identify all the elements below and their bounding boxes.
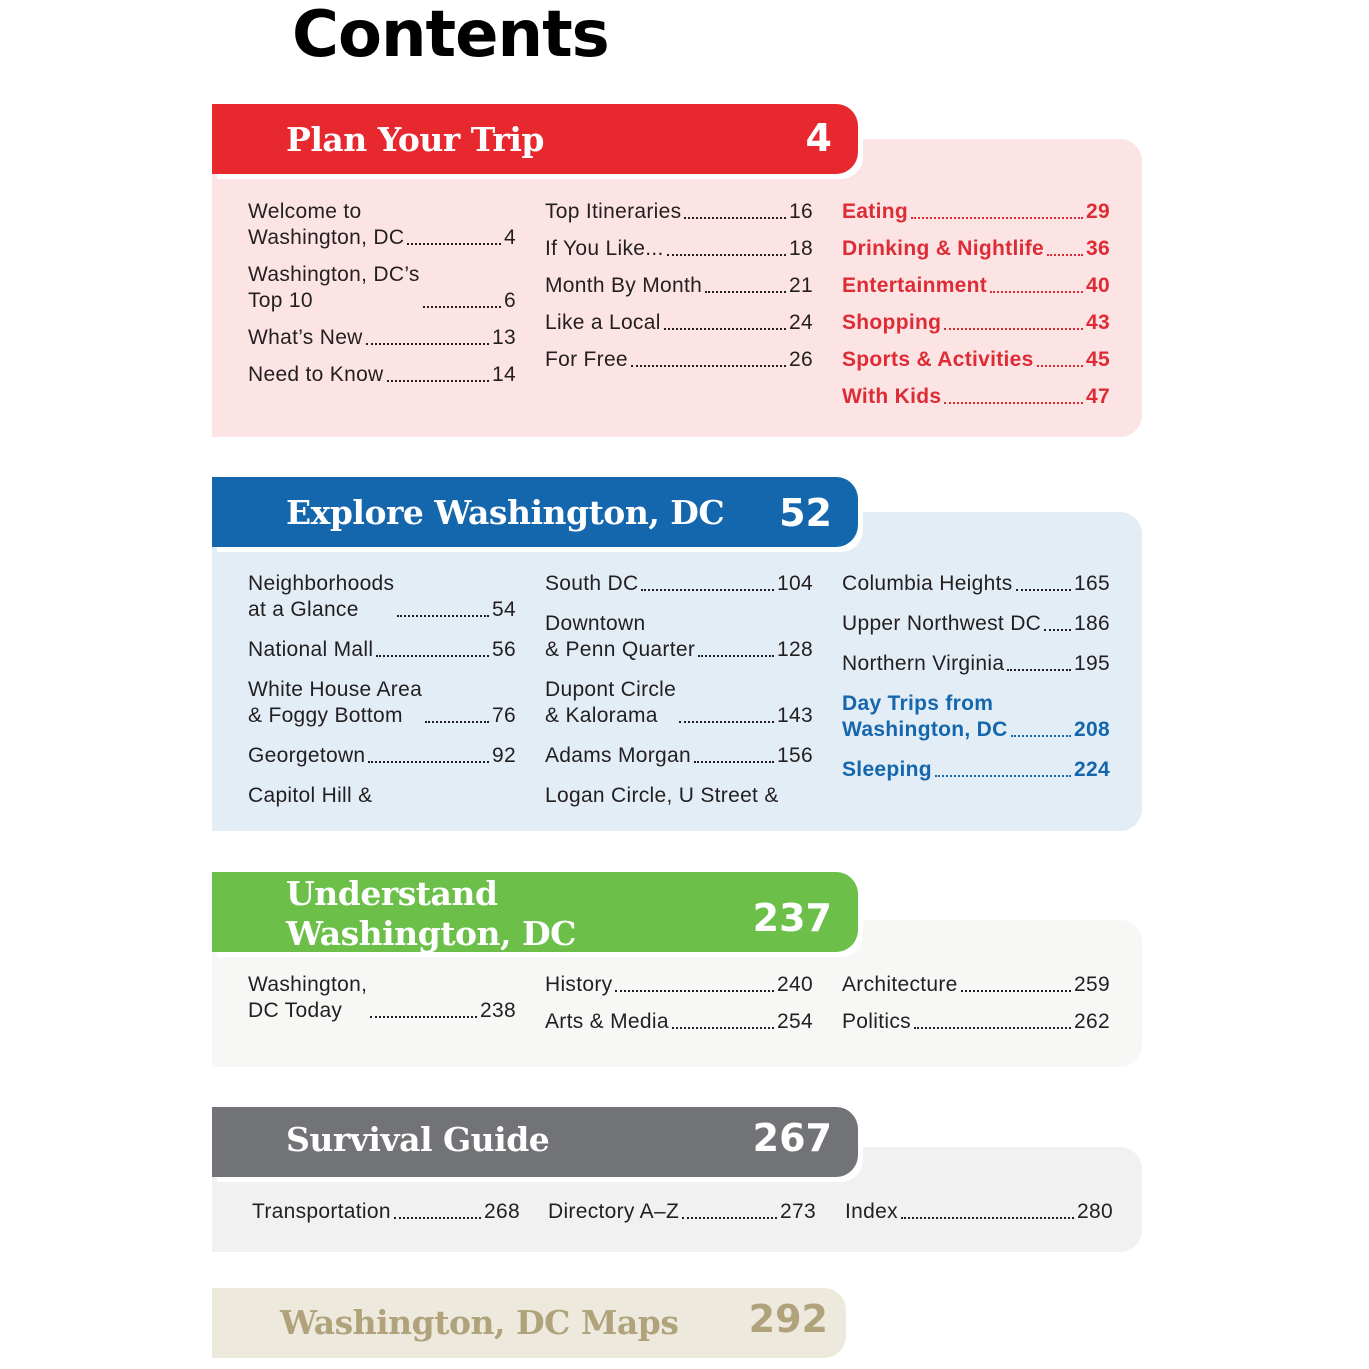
toc-entry-page: 14: [492, 363, 516, 386]
toc-entry-page: 56: [492, 638, 516, 661]
dot-leader: [366, 343, 489, 345]
section-title: Survival Guide: [286, 1120, 550, 1159]
toc-entry[interactable]: [842, 310, 1110, 336]
survival-col-2: [548, 1199, 816, 1236]
toc-entry-name: Capitol Hill &: [248, 784, 373, 807]
toc-entry-name: Directory A–Z: [548, 1200, 680, 1223]
toc-entry-name: Eating: [842, 200, 908, 223]
section-title: Explore Washington, DC: [286, 493, 725, 532]
toc-entry-page: 76: [492, 704, 516, 727]
toc-entry[interactable]: [545, 1009, 813, 1035]
toc-entry[interactable]: [842, 691, 1110, 743]
toc-entry-name: Upper Northwest DC: [842, 612, 1042, 635]
dot-leader: [423, 306, 501, 308]
dot-leader: [407, 243, 501, 245]
toc-entry-name: Drinking & Nightlife: [842, 237, 1044, 260]
toc-entry-name: Logan Circle, U Street &: [545, 784, 779, 807]
toc-entry[interactable]: [842, 236, 1110, 262]
toc-entry[interactable]: [545, 236, 813, 262]
toc-entry-page: 280: [1077, 1200, 1113, 1223]
section-page-number: 4: [805, 116, 832, 160]
toc-entry[interactable]: [842, 571, 1110, 597]
toc-entry-name: Architecture: [842, 973, 958, 996]
toc-entry[interactable]: [248, 262, 516, 314]
toc-entry-page: 21: [789, 274, 813, 297]
dot-leader: [672, 1027, 774, 1029]
toc-entry-name: Top Itineraries: [545, 200, 682, 223]
toc-entry-page: 240: [777, 973, 813, 996]
maps-tab[interactable]: [212, 1288, 846, 1358]
toc-entry-page: 4: [504, 226, 516, 249]
toc-entry-page: 262: [1074, 1010, 1110, 1033]
toc-entry-page: 29: [1086, 200, 1110, 223]
toc-entry-name: Georgetown: [248, 744, 366, 767]
toc-entry[interactable]: [545, 571, 813, 597]
toc-entry-page: 195: [1074, 652, 1110, 675]
toc-entry[interactable]: [248, 362, 516, 388]
toc-entry-name: What’s New: [248, 326, 363, 349]
dot-leader: [615, 990, 774, 992]
toc-entry-name: National Mall: [248, 638, 374, 661]
toc-entry[interactable]: [845, 1199, 1113, 1225]
explore-col-2: [545, 571, 813, 823]
toc-entry-name: Dupont Circle & Kalorama: [545, 678, 677, 727]
toc-entry[interactable]: [548, 1199, 816, 1225]
toc-entry-name: Neighborhoods at a Glance: [248, 572, 395, 621]
toc-entry-page: 186: [1074, 612, 1110, 635]
toc-entry-name: Arts & Media: [545, 1010, 669, 1033]
toc-entry-page: 45: [1086, 348, 1110, 371]
toc-entry[interactable]: [842, 611, 1110, 637]
plan-col-2: [545, 199, 813, 384]
toc-entry[interactable]: [842, 347, 1110, 373]
dot-leader: [387, 380, 490, 382]
understand-col-1: [248, 972, 516, 1035]
understand-tab[interactable]: [212, 872, 858, 952]
toc-entry-page: 156: [777, 744, 813, 767]
toc-entry[interactable]: [842, 273, 1110, 299]
dot-leader: [1037, 365, 1083, 367]
dot-leader: [667, 254, 786, 256]
dot-leader: [1047, 254, 1083, 256]
dot-leader: [705, 291, 786, 293]
section-page-number: 292: [748, 1297, 828, 1341]
toc-entry-name: Month By Month: [545, 274, 703, 297]
dot-leader: [911, 217, 1083, 219]
toc-entry[interactable]: [545, 273, 813, 299]
section-page-number: 237: [752, 896, 832, 940]
toc-entry-page: 238: [480, 999, 516, 1022]
toc-entry-page: 6: [504, 289, 516, 312]
toc-entry-page: 43: [1086, 311, 1110, 334]
toc-entry-name: Northern Virginia: [842, 652, 1005, 675]
toc-entry[interactable]: [545, 347, 813, 373]
toc-entry-page: 16: [789, 200, 813, 223]
section-page-number: 52: [779, 491, 832, 535]
understand-col-3: [842, 972, 1110, 1046]
dot-leader: [694, 761, 774, 763]
toc-entry-page: 128: [777, 638, 813, 661]
toc-entry[interactable]: [842, 651, 1110, 677]
dot-leader: [944, 402, 1083, 404]
survival-col-1: [252, 1199, 520, 1236]
toc-entry[interactable]: [545, 783, 813, 809]
dot-leader: [935, 775, 1071, 777]
toc-entry[interactable]: [248, 199, 516, 251]
dot-leader: [394, 1217, 481, 1219]
section-title: Plan Your Trip: [286, 120, 544, 159]
toc-entry-page: 268: [484, 1200, 520, 1223]
dot-leader: [664, 328, 786, 330]
toc-entry-name: South DC: [545, 572, 639, 595]
toc-entry-page: 36: [1086, 237, 1110, 260]
toc-entry-name: White House Area & Foggy Bottom: [248, 678, 423, 727]
dot-leader: [901, 1217, 1074, 1219]
toc-entry-page: 259: [1074, 973, 1110, 996]
survival-tab[interactable]: [212, 1107, 858, 1177]
toc-entry-name: Day Trips from Washington, DC: [842, 692, 1008, 741]
dot-leader: [698, 655, 774, 657]
dot-leader: [684, 217, 786, 219]
toc-entry[interactable]: [252, 1199, 520, 1225]
toc-entry-page: 208: [1074, 718, 1110, 741]
toc-entry-page: 18: [789, 237, 813, 260]
toc-entry-name: History: [545, 973, 613, 996]
explore-tab[interactable]: [212, 477, 858, 547]
toc-entry[interactable]: [248, 783, 516, 809]
toc-entry[interactable]: [545, 199, 813, 225]
toc-entry-name: Need to Know: [248, 363, 384, 386]
dot-leader: [397, 615, 489, 617]
toc-entry[interactable]: [842, 757, 1110, 783]
plan-tab[interactable]: [212, 104, 858, 174]
toc-entry[interactable]: [842, 1009, 1110, 1035]
plan-col-3: [842, 199, 1110, 421]
toc-entry-page: 54: [492, 598, 516, 621]
dot-leader: [1016, 589, 1072, 591]
toc-entry-page: 143: [777, 704, 813, 727]
section-page-number: 267: [752, 1116, 832, 1160]
toc-entry-name: Washington, DC Today: [248, 973, 368, 1022]
dot-leader: [679, 721, 774, 723]
understand-col-2: [545, 972, 813, 1046]
toc-entry-name: If You Like...: [545, 237, 664, 260]
toc-entry-name: Shopping: [842, 311, 942, 334]
toc-entry[interactable]: [248, 637, 516, 663]
dot-leader: [914, 1027, 1071, 1029]
dot-leader: [370, 1016, 477, 1018]
dot-leader: [1011, 735, 1071, 737]
dot-leader: [368, 761, 489, 763]
toc-entry-name: Index: [845, 1200, 898, 1223]
toc-entry-page: 273: [780, 1200, 816, 1223]
dot-leader: [631, 365, 786, 367]
toc-entry-page: 26: [789, 348, 813, 371]
toc-entry-page: 92: [492, 744, 516, 767]
survival-col-3: [845, 1199, 1113, 1236]
dot-leader: [1007, 669, 1071, 671]
toc-entry[interactable]: [248, 325, 516, 351]
page-title: Contents: [292, 0, 609, 72]
toc-entry[interactable]: [248, 743, 516, 769]
toc-entry-name: Like a Local: [545, 311, 661, 334]
toc-entry[interactable]: [248, 571, 516, 623]
toc-entry-name: Downtown & Penn Quarter: [545, 612, 696, 661]
dot-leader: [1044, 629, 1071, 631]
toc-entry-name: Sleeping: [842, 758, 932, 781]
toc-entry-name: Adams Morgan: [545, 744, 691, 767]
section-title: Washington, DC Maps: [280, 1303, 679, 1342]
toc-entry-page: 24: [789, 311, 813, 334]
explore-col-1: [248, 571, 516, 823]
toc-entry[interactable]: [248, 972, 516, 1024]
dot-leader: [682, 1217, 777, 1219]
toc-entry[interactable]: [545, 743, 813, 769]
toc-entry-name: Washington, DC’s Top 10: [248, 263, 420, 312]
toc-entry-page: 40: [1086, 274, 1110, 297]
toc-entry-name: Entertainment: [842, 274, 988, 297]
dot-leader: [944, 328, 1083, 330]
toc-entry-name: Politics: [842, 1010, 911, 1033]
toc-entry[interactable]: [842, 972, 1110, 998]
section-title: Understand Washington, DC: [286, 874, 576, 953]
explore-col-3: [842, 571, 1110, 797]
toc-entry-page: 104: [777, 572, 813, 595]
dot-leader: [376, 655, 489, 657]
toc-entry[interactable]: [545, 972, 813, 998]
toc-entry-name: Transportation: [252, 1200, 391, 1223]
toc-entry-page: 47: [1086, 385, 1110, 408]
toc-entry-name: With Kids: [842, 385, 942, 408]
toc-entry[interactable]: [248, 677, 516, 729]
toc-entry-page: 165: [1074, 572, 1110, 595]
toc-entry-page: 224: [1074, 758, 1110, 781]
toc-entry-name: For Free: [545, 348, 628, 371]
toc-entry-page: 254: [777, 1010, 813, 1033]
toc-entry[interactable]: [842, 199, 1110, 225]
toc-entry[interactable]: [842, 384, 1110, 410]
plan-col-1: [248, 199, 516, 399]
toc-entry-name: Sports & Activities: [842, 348, 1034, 371]
toc-entry[interactable]: [545, 677, 813, 729]
dot-leader: [641, 589, 774, 591]
dot-leader: [961, 990, 1071, 992]
toc-entry[interactable]: [545, 310, 813, 336]
dot-leader: [425, 721, 489, 723]
dot-leader: [990, 291, 1083, 293]
toc-entry-name: Columbia Heights: [842, 572, 1013, 595]
toc-entry-page: 13: [492, 326, 516, 349]
toc-entry[interactable]: [545, 611, 813, 663]
toc-entry-name: Welcome to Washington, DC: [248, 200, 405, 249]
